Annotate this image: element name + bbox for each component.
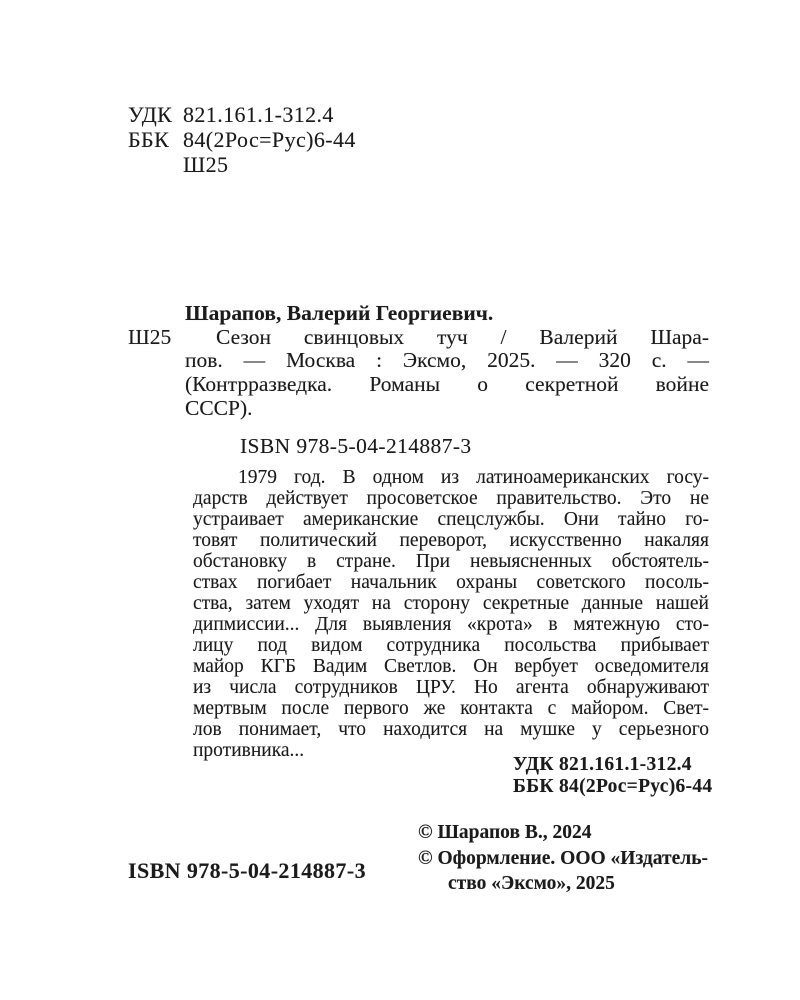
card-isbn: ISBN 978-5-04-214887-3 bbox=[240, 433, 472, 458]
bottom-bbk: ББК 84(2Рос=Рус)6-44 bbox=[513, 775, 713, 797]
text-line: дипмиссии... Для выявления «крота» в мятежную сто- bbox=[193, 614, 709, 635]
author-sign-line bbox=[128, 152, 356, 177]
text-line: из числа сотрудников ЦРУ. Но агента обнаруживают bbox=[193, 677, 709, 698]
annotation-paragraph bbox=[193, 467, 709, 761]
text-line: майор КГБ Вадим Светлов. Он вербует осведомителя bbox=[193, 656, 709, 677]
text-line: мертвым после первого же контакта с майором. Свет- bbox=[193, 698, 709, 719]
udk-label: УДК bbox=[128, 102, 173, 127]
text-line: лицу под видом сотрудника посольства прибывает bbox=[193, 635, 709, 656]
udk-value: 821.161.1-312.4 bbox=[183, 102, 334, 127]
copyright-block bbox=[418, 820, 708, 897]
text-line: товят политический переворот, искусственно накаляя bbox=[193, 530, 709, 551]
bottom-udk: УДК 821.161.1-312.4 bbox=[513, 754, 692, 775]
text-line: ство «Эксмо», 2025 bbox=[448, 873, 615, 894]
text-line: дарств действует просоветское правительство. Это не bbox=[193, 488, 709, 509]
text-line: обстановку в стране. При невыясненных обстоятель- bbox=[193, 551, 709, 572]
top-codes-block bbox=[128, 102, 356, 177]
card-description bbox=[185, 326, 709, 421]
text-line: СССР). bbox=[185, 395, 253, 420]
bbk-label: ББК bbox=[128, 127, 170, 152]
text-line: (Контрразведка. Романы о секретной войне bbox=[185, 372, 709, 397]
bbk-line bbox=[128, 127, 356, 152]
text-line: лов понимает, что находится на мушке у серьезного bbox=[193, 719, 709, 740]
text-line: пов. — Москва : Эксмо, 2025. — 320 с. — bbox=[185, 348, 709, 373]
card-margin-code: Ш25 bbox=[128, 325, 172, 349]
text-line: 1979 год. В одном из латиноамериканских госу- bbox=[238, 467, 709, 488]
author-sign: Ш25 bbox=[183, 152, 229, 177]
udk-line bbox=[128, 102, 356, 127]
catalog-card bbox=[185, 302, 709, 458]
footer-isbn: ISBN 978-5-04-214887-3 bbox=[128, 858, 366, 883]
text-line: противника... bbox=[193, 740, 305, 761]
text-line: ствах погибает начальник охраны советского посоль- bbox=[193, 572, 709, 593]
text-line: ства, затем уходят на сторону секретные данные нашей bbox=[193, 593, 709, 614]
bottom-codes-block bbox=[513, 754, 712, 797]
text-line: устраивает американские спецслужбы. Они тайно го- bbox=[193, 509, 709, 530]
card-author-heading: Шарапов, Валерий Георгиевич. bbox=[185, 301, 494, 325]
text-line: Сезон свинцовых туч / Валерий Шара- bbox=[216, 324, 709, 349]
text-line: © Оформление. ООО «Издатель- bbox=[418, 847, 709, 869]
text-line: © Шарапов В., 2024 bbox=[418, 822, 592, 843]
bbk-value: 84(2Рос=Рус)6-44 bbox=[183, 127, 356, 152]
